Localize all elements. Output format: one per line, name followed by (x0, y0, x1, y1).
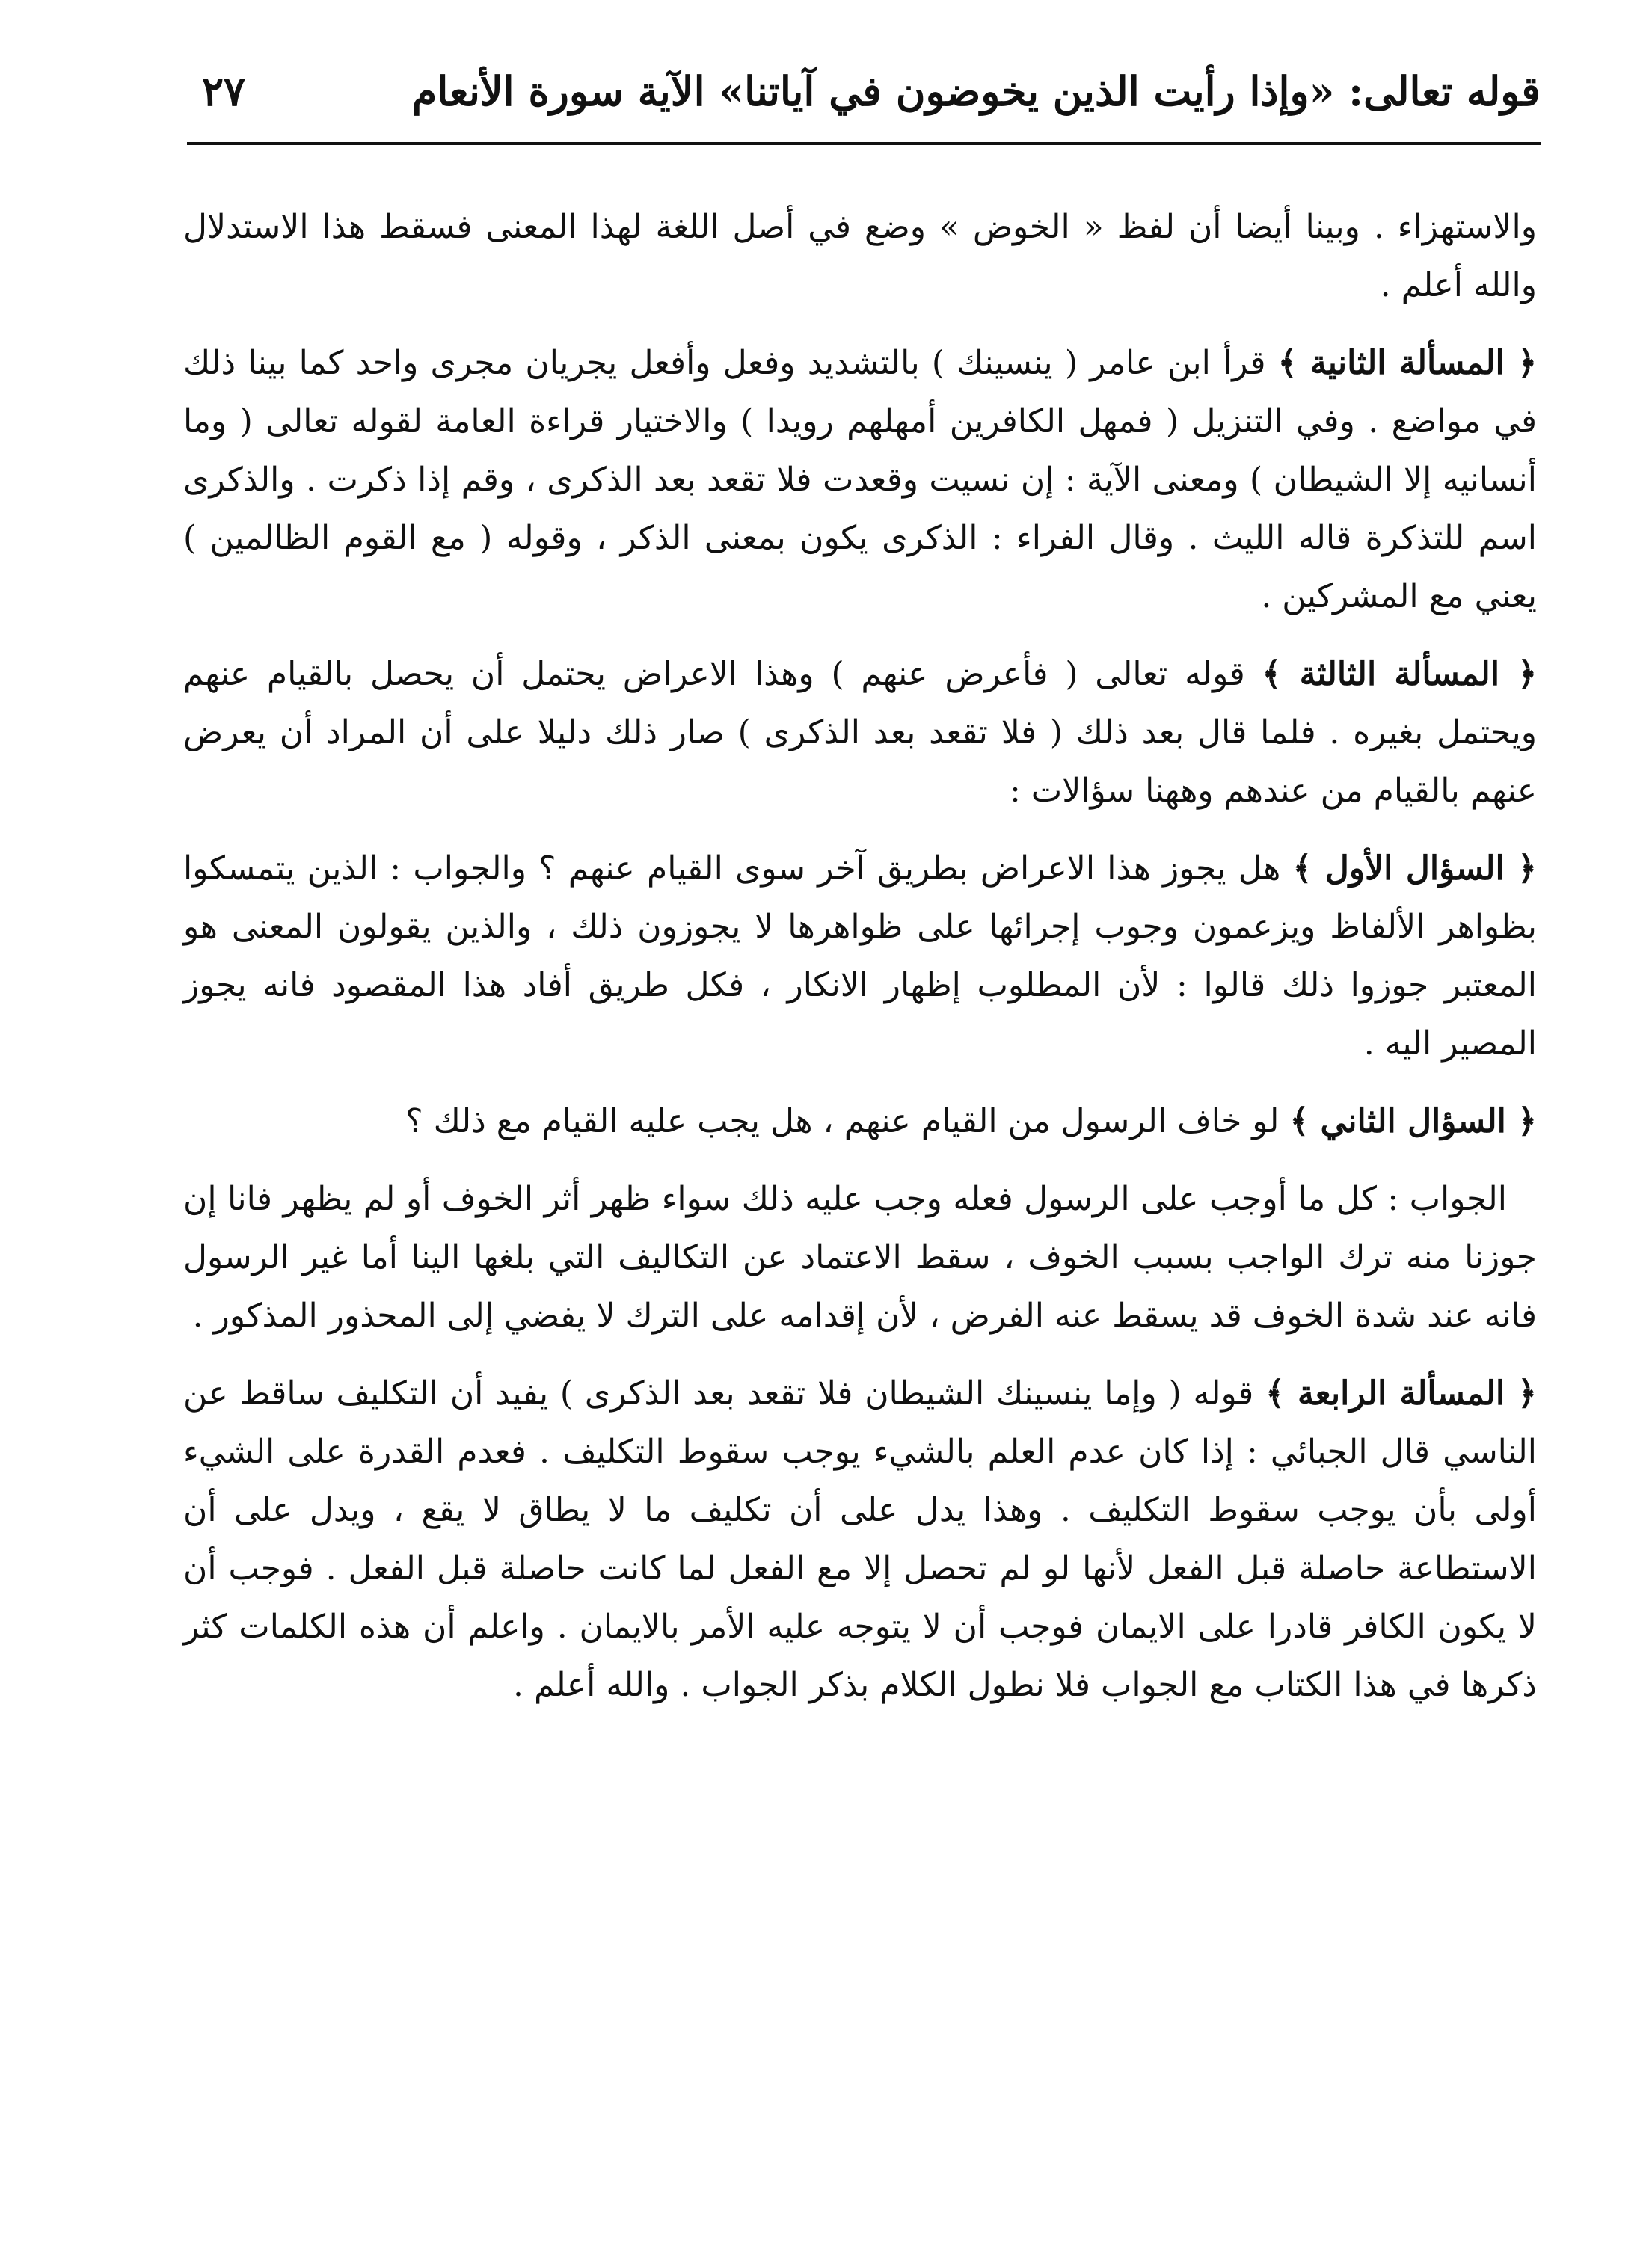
paragraph-answer-2 (183, 1170, 1537, 1345)
paragraph-question-2 (183, 1092, 1537, 1151)
page-header (187, 60, 1541, 142)
section-heading: ﴿ المسألة الثالثة ﴾ (1262, 655, 1537, 693)
body-text (183, 198, 1537, 1734)
running-title: قوله تعالى: «وإذا رأيت الذين يخوضون في آياتنا» الآية سورة الأنعام (411, 67, 1541, 115)
paragraph-text: قرأ ابن عامر ( ينسينك ) بالتشديد وفعل وأفعل يجريان مجرى واحد كما بينا ذلك في مواضع . وفي التنزيل ( فمهل الكافرين أمهلهم رويدا ) والاختيار قراءة العامة لقوله تعالى ( وما أنسانيه إلا الشيطان ) ومعنى الآية : إن نسيت وقعدت فلا تقعد بعد الذكرى ، وقم إذا ذكرت . والذكرى اسم للتذكرة قاله الليث . وقال الفراء : الذكرى يكون بمعنى الذكر ، وقوله ( مع القوم الظالمين ) يعني مع المشركين . (183, 344, 1537, 615)
paragraph-masala-4 (183, 1365, 1537, 1715)
section-heading: ﴿ المسألة الثانية ﴾ (1277, 344, 1537, 382)
header-rule (187, 142, 1541, 145)
section-heading: ﴿ السؤال الأول ﴾ (1292, 849, 1537, 888)
section-heading: ﴿ المسألة الرابعة ﴾ (1265, 1374, 1538, 1413)
paragraph-continuation (183, 198, 1537, 315)
paragraph-text: قوله ( وإما ينسينك الشيطان فلا تقعد بعد الذكرى ) يفيد أن التكليف ساقط عن الناسي قال الجبائي : إذا كان عدم العلم بالشيء يوجب سقوط التكليف . فعدم القدرة على الشيء أولى بأن يوجب سقوط التكليف . وهذا يدل على أن تكليف ما لا يطاق لا يقع ، ويدل على أن الاستطاعة حاصلة قبل الفعل لأنها لو لم تحصل إلا مع الفعل لما كانت حاصلة قبل الفعل . فوجب أن لا يكون الكافر قادرا على الايمان فوجب أن لا يتوجه عليه الأمر بالايمان . واعلم أن هذه الكلمات كثر ذكرها في هذا الكتاب مع الجواب فلا نطول الكلام بذكر الجواب . والله أعلم . (183, 1374, 1537, 1704)
section-heading: ﴿ السؤال الثاني ﴾ (1289, 1102, 1537, 1140)
paragraph-text: هل يجوز هذا الاعراض بطريق آخر سوى القيام عنهم ؟ والجواب : الذين يتمسكوا بظواهر الألفاظ ويزعمون وجوب إجرائها على ظواهرها لا يجوزون ذلك ، والذين يقولون المعنى هو المعتبر جوزوا ذلك قالوا : لأن المطلوب إظهار الانكار ، فكل طريق أفاد هذا المقصود فانه يجوز المصير اليه . (183, 849, 1537, 1063)
paragraph-text: قوله تعالى ( فأعرض عنهم ) وهذا الاعراض يحتمل أن يحصل بالقيام عنهم ويحتمل بغيره . فلما قال بعد ذلك ( فلا تقعد بعد الذكرى ) صار ذلك دليلا على أن المراد أن يعرض عنهم بالقيام من عندهم وههنا سؤالات : (183, 655, 1537, 810)
paragraph-masala-3 (183, 645, 1537, 820)
paragraph-text: الجواب : كل ما أوجب على الرسول فعله وجب عليه ذلك سواء ظهر أثر الخوف أو لم يظهر فانا إن جوزنا منه ترك الواجب بسبب الخوف ، سقط الاعتماد عن التكاليف التي بلغها الينا أما غير الرسول فانه عند شدة الخوف قد يسقط عنه الفرض ، لأن إقدامه على الترك لا يفضي إلى المحذور المذكور . (183, 1180, 1537, 1335)
paragraph-masala-2 (183, 334, 1537, 626)
paragraph-question-1 (183, 840, 1537, 1073)
paragraph-text: لو خاف الرسول من القيام عنهم ، هل يجب عليه القيام مع ذلك ؟ (405, 1102, 1280, 1140)
paragraph-text: والاستهزاء . وبينا أيضا أن لفظ « الخوض » وضع في أصل اللغة لهذا المعنى فسقط هذا الاستدلال والله أعلم . (183, 208, 1537, 304)
page-number: ٢٧ (202, 67, 246, 115)
